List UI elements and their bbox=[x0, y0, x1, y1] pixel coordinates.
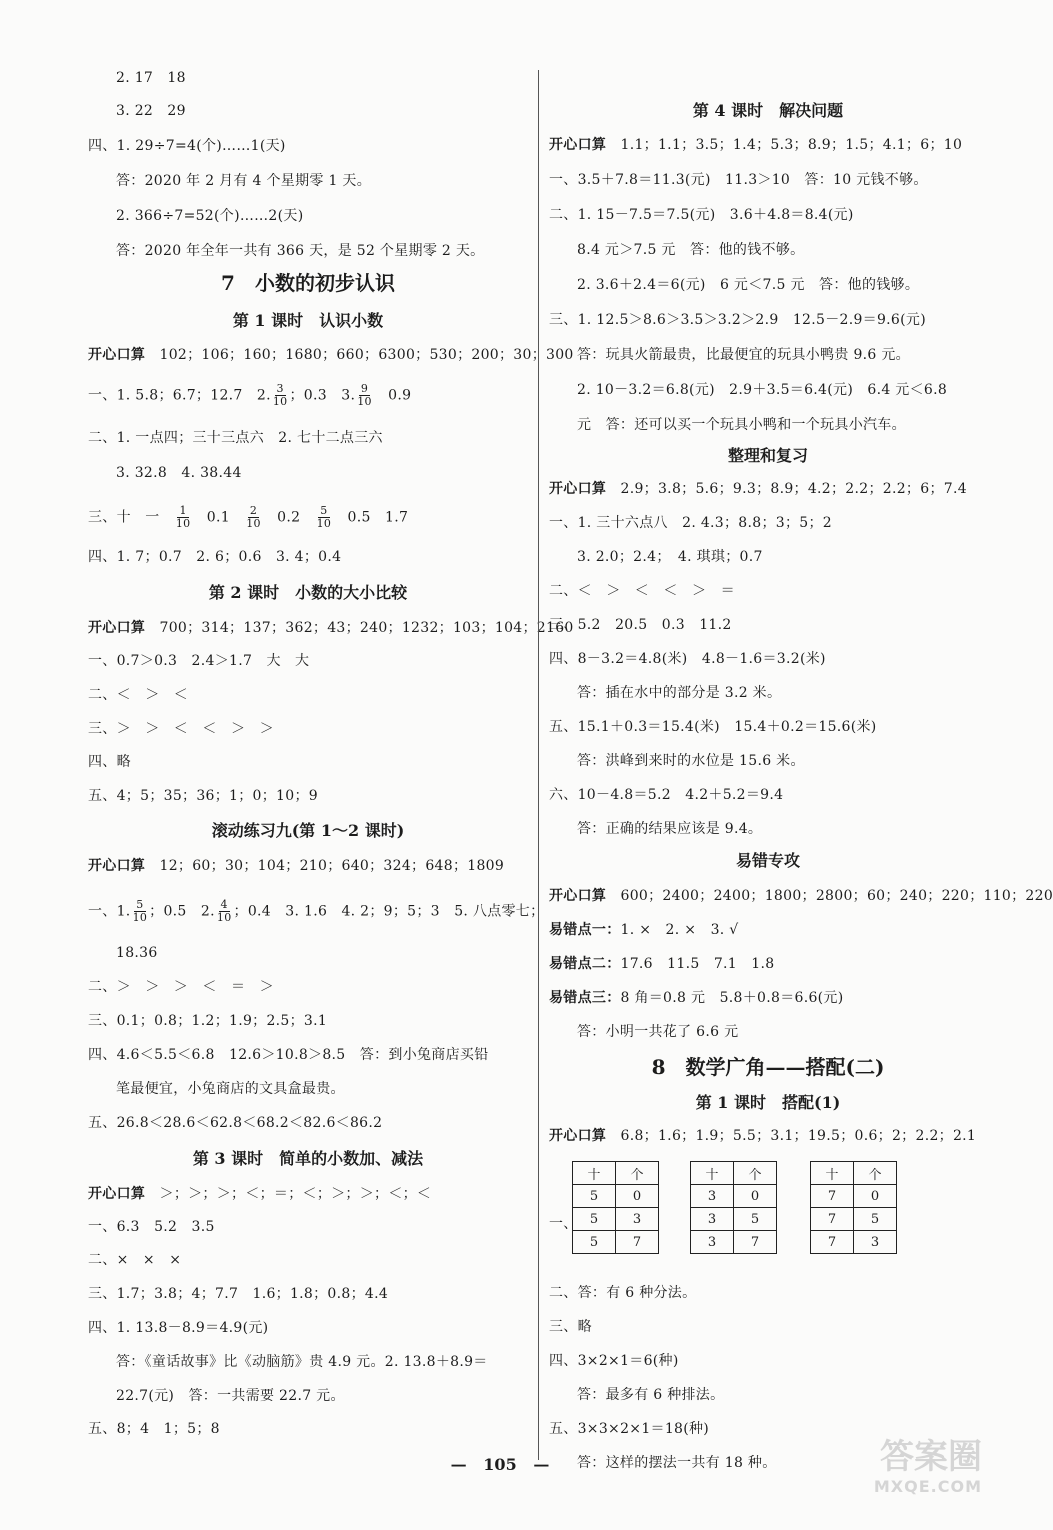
error-point-label: 易错点二： bbox=[549, 956, 621, 972]
answer-line bbox=[549, 920, 739, 940]
numerator: 4 bbox=[220, 898, 228, 911]
oral-calc-label: 开心口算 bbox=[88, 1186, 146, 1202]
answer-line: 3. 2.0；2.4； 4. 琪琪；0.7 bbox=[577, 549, 763, 565]
unit-7-title: 7 小数的初步认识 bbox=[221, 271, 395, 295]
denominator: 10 bbox=[216, 911, 232, 924]
page-dash: — bbox=[450, 1455, 467, 1474]
oral-calc-label: 开心口算 bbox=[549, 888, 607, 904]
table-header: 十 bbox=[811, 1162, 854, 1185]
oral-calc-line bbox=[549, 479, 967, 499]
answer-text: 0.1 bbox=[206, 509, 230, 526]
oral-calc-line bbox=[88, 1184, 431, 1204]
answer-line: 二、1. 15－7.5＝7.5(元) 3.6＋4.8＝8.4(元) bbox=[549, 207, 854, 223]
answer-line: 2. 17 18 bbox=[116, 70, 186, 86]
oral-calc-answers: ＞；＞；＞；＜；＝；＜；＞；＞；＜；＜ bbox=[159, 1186, 432, 1202]
answer-line: 3. 22 29 bbox=[116, 103, 186, 119]
answer-line: 四、1. 29÷7=4(个)……1(天) bbox=[88, 138, 286, 154]
fraction bbox=[273, 383, 288, 408]
answer-line: 22.7(元) 答：一共需要 22.7 元。 bbox=[116, 1388, 345, 1404]
lesson-4-title: 第 4 课时 解决问题 bbox=[692, 101, 844, 120]
answer-text: 0.9 bbox=[373, 387, 412, 404]
answer-text: 一、1. 5.8；6.7；12.7 2. bbox=[88, 387, 271, 404]
answer-line: 元 答：还可以买一个玩具小鸭和一个玩具小汽车。 bbox=[577, 417, 906, 433]
table-cell: 5 bbox=[854, 1208, 897, 1231]
unit-8-lesson-1-title: 第 1 课时 搭配(1) bbox=[695, 1093, 841, 1112]
answer-line: 五、26.8＜28.6＜62.8＜68.2＜82.6＜86.2 bbox=[88, 1115, 383, 1131]
numerator: 1 bbox=[179, 504, 187, 517]
answer-line: 二、1. 一点四；三十三点六 2. 七十二点三六 bbox=[88, 430, 383, 446]
place-value-table bbox=[572, 1161, 659, 1254]
answer-line: 三、0.1；0.8；1.2；1.9；2.5；3.1 bbox=[88, 1013, 328, 1029]
fraction bbox=[176, 505, 191, 530]
fraction bbox=[357, 383, 372, 408]
answer-line: 18.36 bbox=[116, 945, 158, 961]
answer-line: 一、0.7＞0.3 2.4＞1.7 大 大 bbox=[88, 653, 310, 669]
table-header: 个 bbox=[616, 1162, 659, 1185]
answer-line: 一、6.3 5.2 3.5 bbox=[88, 1219, 215, 1235]
table-cell: 7 bbox=[734, 1231, 777, 1254]
answer-line: 三、略 bbox=[549, 1319, 592, 1335]
answer-line: 三、5.2 20.5 0.3 11.2 bbox=[549, 617, 732, 633]
answer-line: 3. 32.8 4. 38.44 bbox=[116, 465, 242, 481]
review-title: 整理和复习 bbox=[727, 446, 808, 465]
answer-line: 三、1.7；3.8；4；7.7 1.6；1.8；0.8；4.4 bbox=[88, 1286, 389, 1302]
answer-line: 答：这样的摆法一共有 18 种。 bbox=[577, 1455, 777, 1471]
table-cell: 3 bbox=[691, 1185, 734, 1208]
oral-calc-label: 开心口算 bbox=[88, 858, 146, 874]
table-cell: 7 bbox=[616, 1231, 659, 1254]
table-cell: 5 bbox=[734, 1208, 777, 1231]
fraction bbox=[217, 899, 232, 924]
oral-calc-answers: 102；106；160；1680；660；6300；530；200；30；300 bbox=[159, 347, 574, 363]
denominator: 10 bbox=[246, 517, 261, 530]
answer-line: 五、15.1＋0.3＝15.4(米) 15.4＋0.2＝15.6(米) bbox=[549, 719, 877, 735]
oral-calc-label: 开心口算 bbox=[549, 481, 607, 497]
oral-calc-line bbox=[549, 886, 1053, 906]
oral-calc-line bbox=[88, 618, 574, 638]
oral-calc-answers: 2.9；3.8；5.6；9.3；8.9；4.2；2.2；2.2；6；7.4 bbox=[620, 481, 967, 497]
answer-text: ；0.4 3. 1.6 4. 2；9；5；3 5. 八点零七； bbox=[233, 903, 545, 920]
answer-line: 答：玩具火箭最贵，比最便宜的玩具小鸭贵 9.6 元。 bbox=[577, 347, 910, 363]
error-point-label: 易错点一： bbox=[549, 922, 621, 938]
fraction bbox=[133, 899, 148, 924]
oral-calc-label: 开心口算 bbox=[549, 1128, 607, 1144]
watermark-main: 答案圈 bbox=[880, 1437, 982, 1477]
table-cell: 5 bbox=[573, 1185, 616, 1208]
answer-line bbox=[549, 988, 844, 1008]
denominator: 10 bbox=[132, 911, 148, 924]
place-value-table bbox=[810, 1161, 897, 1254]
table-header: 个 bbox=[734, 1162, 777, 1185]
oral-calc-answers: 700；314；137；362；43；240；1232；103；104；2160 bbox=[159, 620, 574, 636]
rolling-practice-title: 滚动练习九(第 1～2 课时) bbox=[211, 821, 405, 840]
table-cell: 7 bbox=[811, 1231, 854, 1254]
answer-line: 二、答：有 6 种分法。 bbox=[549, 1285, 697, 1301]
oral-calc-answers: 600；2400；2400；1800；2800；60；240；220；110；220 bbox=[620, 888, 1053, 904]
denominator: 10 bbox=[316, 517, 332, 530]
denominator: 10 bbox=[272, 395, 288, 408]
fraction bbox=[317, 505, 332, 530]
answer-line: 答：《童话故事》比《动脑筋》贵 4.9 元。2. 13.8＋8.9＝ bbox=[116, 1354, 488, 1370]
answer-line: 五、3×3×2×1＝18(种) bbox=[549, 1421, 710, 1437]
watermark-logo bbox=[873, 1437, 982, 1502]
table-cell: 0 bbox=[734, 1185, 777, 1208]
page-dash: — bbox=[533, 1455, 550, 1474]
answer-line: 四、3×2×1＝6(种) bbox=[549, 1353, 679, 1369]
lesson-1-title: 第 1 课时 认识小数 bbox=[232, 311, 384, 330]
table-header: 十 bbox=[691, 1162, 734, 1185]
numerator: 3 bbox=[276, 382, 284, 395]
oral-calc-answers: 1.1；1.1；3.5；1.4；5.3；8.9；1.5；4.1；6；10 bbox=[620, 137, 963, 153]
answer-line: 答：2020 年全年一共有 366 天，是 52 个星期零 2 天。 bbox=[116, 243, 485, 259]
answer-line: 六、10－4.8＝5.2 4.2＋5.2＝9.4 bbox=[549, 787, 784, 803]
answer-line: 2. 366÷7=52(个)……2(天) bbox=[116, 208, 304, 224]
answer-line: 笔最便宜，小兔商店的文具盒最贵。 bbox=[116, 1081, 345, 1097]
answer-line bbox=[88, 899, 544, 924]
lesson-3-title: 第 3 课时 简单的小数加、减法 bbox=[192, 1149, 424, 1168]
oral-calc-label: 开心口算 bbox=[88, 347, 146, 363]
answer-text: 17.6 11.5 7.1 1.8 bbox=[620, 956, 775, 972]
answer-line bbox=[549, 954, 774, 974]
answer-line: 2. 3.6＋2.4＝6(元) 6 元＜7.5 元 答：他的钱够。 bbox=[577, 277, 920, 293]
answer-line: 四、略 bbox=[88, 754, 131, 770]
answer-line: 答：小明一共花了 6.6 元 bbox=[577, 1024, 739, 1040]
table-cell: 5 bbox=[573, 1208, 616, 1231]
answer-line bbox=[88, 383, 411, 408]
fraction bbox=[246, 505, 261, 530]
oral-calc-line bbox=[549, 1126, 976, 1146]
numerator: 2 bbox=[249, 504, 258, 517]
oral-calc-line bbox=[88, 856, 504, 876]
page-number-value: 105 bbox=[483, 1455, 517, 1474]
answer-line: 四、1. 7；0.7 2. 6；0.6 3. 4；0.4 bbox=[88, 549, 342, 565]
page-number bbox=[0, 1455, 1000, 1474]
answer-text: ；0.3 3. bbox=[289, 387, 356, 404]
answer-line: 三、1. 12.5＞8.6＞3.5＞3.2＞2.9 12.5－2.9＝9.6(元) bbox=[549, 312, 926, 328]
unit-8-title: 8 数学广角——搭配(二) bbox=[651, 1055, 885, 1079]
answer-line: 四、4.6＜5.5＜6.8 12.6＞10.8＞8.5 答：到小兔商店买铅 bbox=[88, 1047, 489, 1063]
answer-text: 0.2 bbox=[277, 509, 301, 526]
answer-line: 二、＜ ＞ ＜ bbox=[88, 687, 189, 703]
answer-label: 一、 bbox=[549, 1216, 578, 1232]
table-cell: 0 bbox=[616, 1185, 659, 1208]
answer-line: 三、＞ ＞ ＜ ＜ ＞ ＞ bbox=[88, 721, 274, 737]
answer-line: 8.4 元＞7.5 元 答：他的钱不够。 bbox=[577, 242, 805, 258]
oral-calc-line bbox=[88, 345, 574, 365]
lesson-2-title: 第 2 课时 小数的大小比较 bbox=[208, 583, 408, 602]
answer-line: 五、8；4 1；5；8 bbox=[88, 1421, 220, 1437]
answer-line: 答：最多有 6 种排法。 bbox=[577, 1387, 725, 1403]
answer-line: 答：插在水中的部分是 3.2 米。 bbox=[577, 685, 782, 701]
answer-text: 三、十 一 bbox=[88, 509, 160, 526]
table-cell: 3 bbox=[616, 1208, 659, 1231]
answer-text: 8 角＝0.8 元 5.8＋0.8＝6.6(元) bbox=[620, 990, 844, 1006]
answer-line: 答：2020 年 2 月有 4 个星期零 1 天。 bbox=[116, 173, 372, 189]
answer-text: 0.5 1.7 bbox=[347, 509, 409, 526]
answer-line: 一、3.5＋7.8＝11.3(元) 11.3＞10 答：10 元钱不够。 bbox=[549, 172, 928, 188]
numerator: 5 bbox=[320, 504, 328, 517]
table-cell: 3 bbox=[691, 1231, 734, 1254]
answer-line: 四、8－3.2＝4.8(米) 4.8－1.6＝3.2(米) bbox=[549, 651, 826, 667]
table-header: 十 bbox=[573, 1162, 616, 1185]
answer-line: 一、1. 三十六点八 2. 4.3；8.8；3；5；2 bbox=[549, 515, 832, 531]
oral-calc-answers: 6.8；1.6；1.9；5.5；3.1；19.5；0.6；2；2.2；2.1 bbox=[620, 1128, 977, 1144]
answer-text: 1. × 2. × 3. √ bbox=[620, 922, 739, 938]
table-cell: 0 bbox=[854, 1185, 897, 1208]
answer-text: 一、1. bbox=[88, 903, 131, 920]
table-header: 个 bbox=[854, 1162, 897, 1185]
numerator: 5 bbox=[136, 898, 144, 911]
oral-calc-answers: 12；60；30；104；210；640；324；648；1809 bbox=[159, 858, 505, 874]
place-value-table bbox=[690, 1161, 777, 1254]
denominator: 10 bbox=[175, 517, 191, 530]
numerator: 9 bbox=[360, 382, 369, 395]
oral-calc-line bbox=[549, 135, 962, 155]
answer-text: ；0.5 2. bbox=[149, 903, 215, 920]
table-cell: 5 bbox=[573, 1231, 616, 1254]
answer-line: 答：洪峰到来时的水位是 15.6 米。 bbox=[577, 753, 805, 769]
table-cell: 3 bbox=[691, 1208, 734, 1231]
answer-line: 答：正确的结果应该是 9.4。 bbox=[577, 821, 763, 837]
answer-line: 二、＞ ＞ ＞ ＜ ＝ ＞ bbox=[88, 979, 274, 995]
answer-line: 四、1. 13.8－8.9＝4.9(元) bbox=[88, 1320, 269, 1336]
oral-calc-label: 开心口算 bbox=[549, 137, 607, 153]
table-cell: 7 bbox=[811, 1208, 854, 1231]
table-cell: 3 bbox=[854, 1231, 897, 1254]
table-cell: 7 bbox=[811, 1185, 854, 1208]
watermark-url: MXQE.COM bbox=[873, 1477, 982, 1496]
oral-calc-label: 开心口算 bbox=[88, 620, 146, 636]
denominator: 10 bbox=[357, 395, 372, 408]
answer-line: 二、＜ ＞ ＜ ＜ ＞ ＝ bbox=[549, 583, 735, 599]
answer-line bbox=[88, 505, 408, 530]
answer-line: 二、× × × bbox=[88, 1252, 182, 1268]
column-divider bbox=[538, 70, 539, 1460]
error-point-label: 易错点三： bbox=[549, 990, 621, 1006]
error-focus-title: 易错专攻 bbox=[735, 851, 800, 870]
answer-line: 2. 10－3.2＝6.8(元) 2.9＋3.5＝6.4(元) 6.4 元＜6.8 bbox=[577, 382, 948, 398]
answer-line: 五、4；5；35；36；1；0；10；9 bbox=[88, 788, 318, 804]
